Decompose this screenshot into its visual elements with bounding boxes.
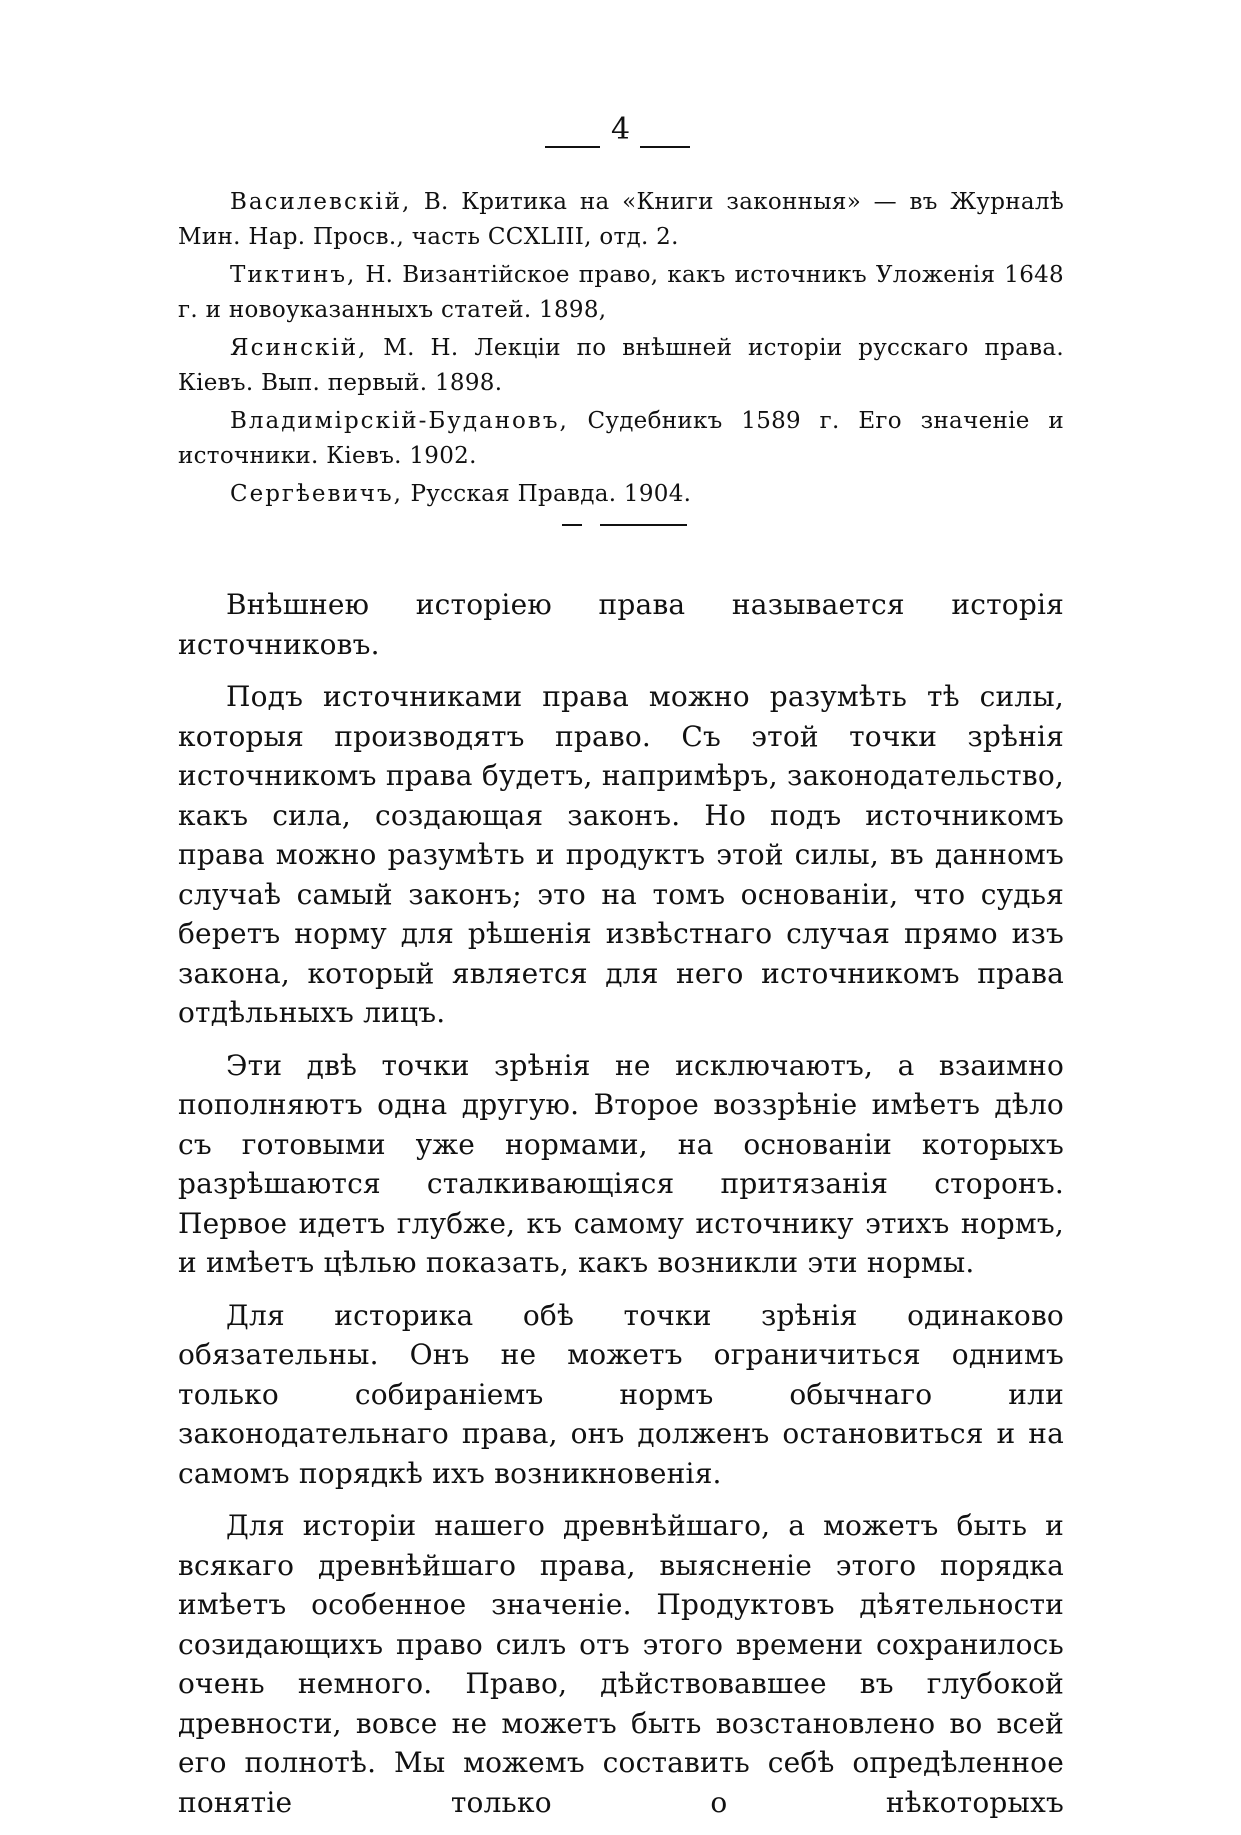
bibliography-author: Василевскій,: [230, 189, 412, 215]
paragraph: Для историка обѣ точки зрѣнія одинаково обязательны. Онъ не можетъ ограничиться однимъ только собираніемъ нормъ обычнаго или законодательнаго права, онъ долженъ остановиться и на самомъ порядкѣ ихъ возникновенія.: [178, 1298, 1064, 1490]
bibliography-author: Сергѣевичъ,: [230, 481, 403, 507]
paragraph: Для исторіи нашего древнѣйшаго, а можетъ быть и всякаго древнѣйшаго права, выясненіе этого порядка имѣетъ особенное значеніе. Продуктовъ дѣятельности созидающихъ право силъ отъ этого времени сохранилось очень немного. Право, дѣйствовавшее въ глубокой древности, вовсе не можетъ быть возстановлено во всей его полнотѣ. Мы можемъ составить себѣ опредѣленное понятіе только о нѣкоторыхъ: [178, 1509, 1064, 1819]
bibliography-text: М. Н. Лекціи по внѣшней исторіи русскаго права. Кіевъ. Вып. первый. 1898.: [178, 335, 1064, 396]
bibliography-entry: [178, 258, 1064, 328]
section-separator: [600, 524, 687, 526]
bibliography-text: Судебникъ 1589 г. Его значеніе и источники. Кіевъ. 1902.: [178, 408, 1064, 469]
paragraph: Внѣшнею исторіею права называется исторія источниковъ.: [178, 588, 1064, 661]
section-separator: [562, 524, 582, 526]
bibliography-entry: [178, 331, 1064, 401]
bibliography-author: Тиктинъ,: [230, 262, 357, 288]
paragraph: Подъ источниками права можно разумѣть тѣ силы, которыя производятъ право. Съ этой точки зрѣнія источникомъ права будетъ, напримѣръ, законодательство, какъ сила, создающая законъ. Но подъ источникомъ права можно разумѣть и продуктъ этой силы, въ данномъ случаѣ самый законъ; это на томъ основаніи, что судья беретъ норму для рѣшенія извѣстнаго случая прямо изъ закона, который является для него источникомъ права отдѣльныхъ лицъ.: [178, 680, 1064, 1029]
bibliography-author: Ясинскій,: [230, 335, 368, 361]
bibliography-text: Русская Правда. 1904.: [402, 481, 692, 507]
bibliography-entry: [178, 404, 1064, 474]
bibliography-entry: [178, 477, 1064, 512]
page-number-rule-right: [640, 146, 690, 148]
bibliography-text: В. Критика на «Книги законныя» — въ Журналѣ Мин. Нар. Просв., часть CCXLIII, отд. 2.: [178, 189, 1064, 250]
bibliography: [178, 185, 1064, 515]
bibliography-author: Владимірскій-Будановъ,: [230, 408, 569, 434]
paragraph: Эти двѣ точки зрѣнія не исключаютъ, а взаимно пополняютъ одна другую. Второе воззрѣніе имѣетъ дѣло съ готовыми уже нормами, на основаніи которыхъ разрѣшаются сталкивающіяся притязанія сторонъ. Первое идетъ глубже, къ самому источнику этихъ нормъ, и имѣетъ цѣлью показать, какъ возникли эти нормы.: [178, 1048, 1064, 1279]
bibliography-text: Н. Византійское право, какъ источникъ Уложенія 1648 г. и новоуказанныхъ статей. 1898,: [178, 262, 1064, 323]
body-text: [178, 585, 1064, 1835]
bibliography-entry: [178, 185, 1064, 255]
page-number: 4: [610, 112, 631, 147]
page-number-rule-left: [545, 146, 600, 148]
